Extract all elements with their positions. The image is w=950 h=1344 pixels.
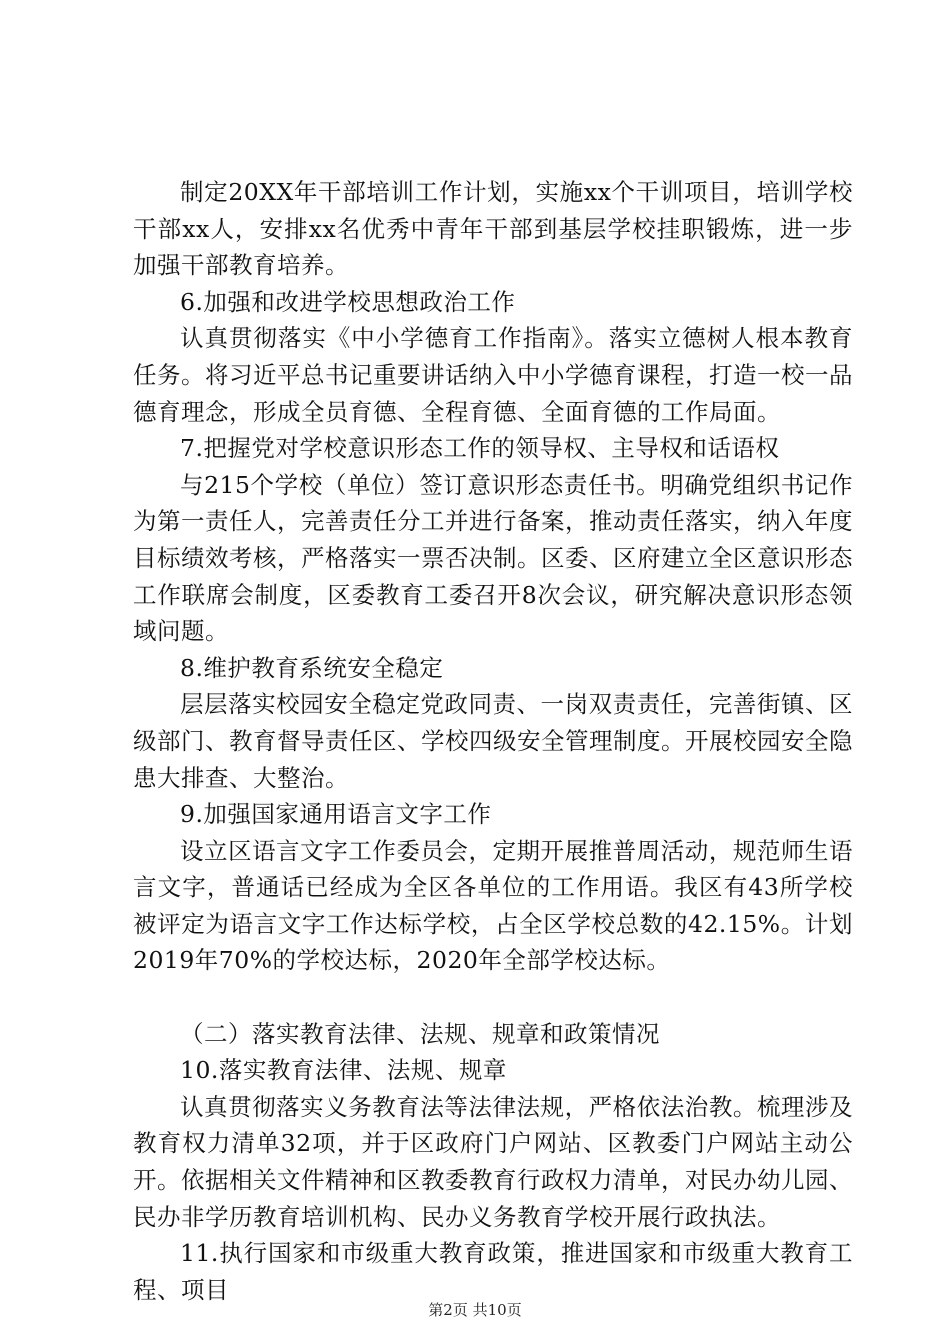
heading-10-laws-regulations: 10.落实教育法律、法规、规章: [180, 1056, 507, 1085]
paragraph-cadre-training: 制定20XX年干部培训工作计划，实施xx个干训项目，培训学校干部xx人，安排xx名优秀中青年干部到基层学校挂职锻炼，进一步加强干部教育培养。: [133, 178, 853, 280]
paragraph-law-enforcement: 认真贯彻落实义务教育法等法律法规，严格依法治教。梳理涉及教育权力清单32项，并于区政府门户网站、区教委门户网站主动公开。依据相关文件精神和区教委教育行政权力清单，对民办幼儿园、民办非学历教育培训机构、民办义务教育学校开展行政执法。: [133, 1092, 853, 1231]
paragraph-campus-safety: 层层落实校园安全稳定党政同责、一岗双责责任，完善街镇、区级部门、教育督导责任区、学校四级安全管理制度。开展校园安全隐患大排查、大整治。: [133, 690, 853, 792]
heading-7-ideology-leadership: 7.把握党对学校意识形态工作的领导权、主导权和话语权: [180, 434, 780, 463]
heading-8-safety-stability: 8.维护教育系统安全稳定: [180, 653, 444, 682]
paragraph-ideology-responsibility: 与215个学校（单位）签订意识形态责任书。明确党组织书记作为第一责任人，完善责任分工并进行备案，推动责任落实，纳入年度目标绩效考核，严格落实一票否决制。区委、区府建立全区意识形态工作联席会制度，区委教育工委召开8次会议，研究解决意识形态领域问题。: [133, 470, 853, 646]
paragraph-moral-education: 认真贯彻落实《中小学德育工作指南》。落实立德树人根本教育任务。将习近平总书记重要讲话纳入中小学德育课程，打造一校一品德育理念，形成全员育德、全程育德、全面育德的工作局面。: [133, 324, 853, 426]
page-footer: [0, 1300, 950, 1320]
heading-6-ideological-work: 6.加强和改进学校思想政治工作: [180, 287, 516, 316]
heading-9-language-work: 9.加强国家通用语言文字工作: [180, 800, 492, 829]
section-spacer: [133, 979, 853, 1016]
page-number-label: 第2页 共10页: [428, 1301, 522, 1319]
paragraph-language-standards: 设立区语言文字工作委员会，定期开展推普周活动，规范师生语言文字，普通话已经成为全区各单位的工作用语。我区有43所学校被评定为语言文字工作达标学校，占全区学校总数的42.15%。计划2019年70%的学校达标，2020年全部学校达标。: [133, 836, 853, 975]
heading-11-major-policies: 11.执行国家和市级重大教育政策，推进国家和市级重大教育工程、项目: [133, 1239, 853, 1304]
section-heading-2-laws-policies: （二）落实教育法律、法规、规章和政策情况: [180, 1019, 660, 1048]
document-body: [133, 174, 853, 1308]
